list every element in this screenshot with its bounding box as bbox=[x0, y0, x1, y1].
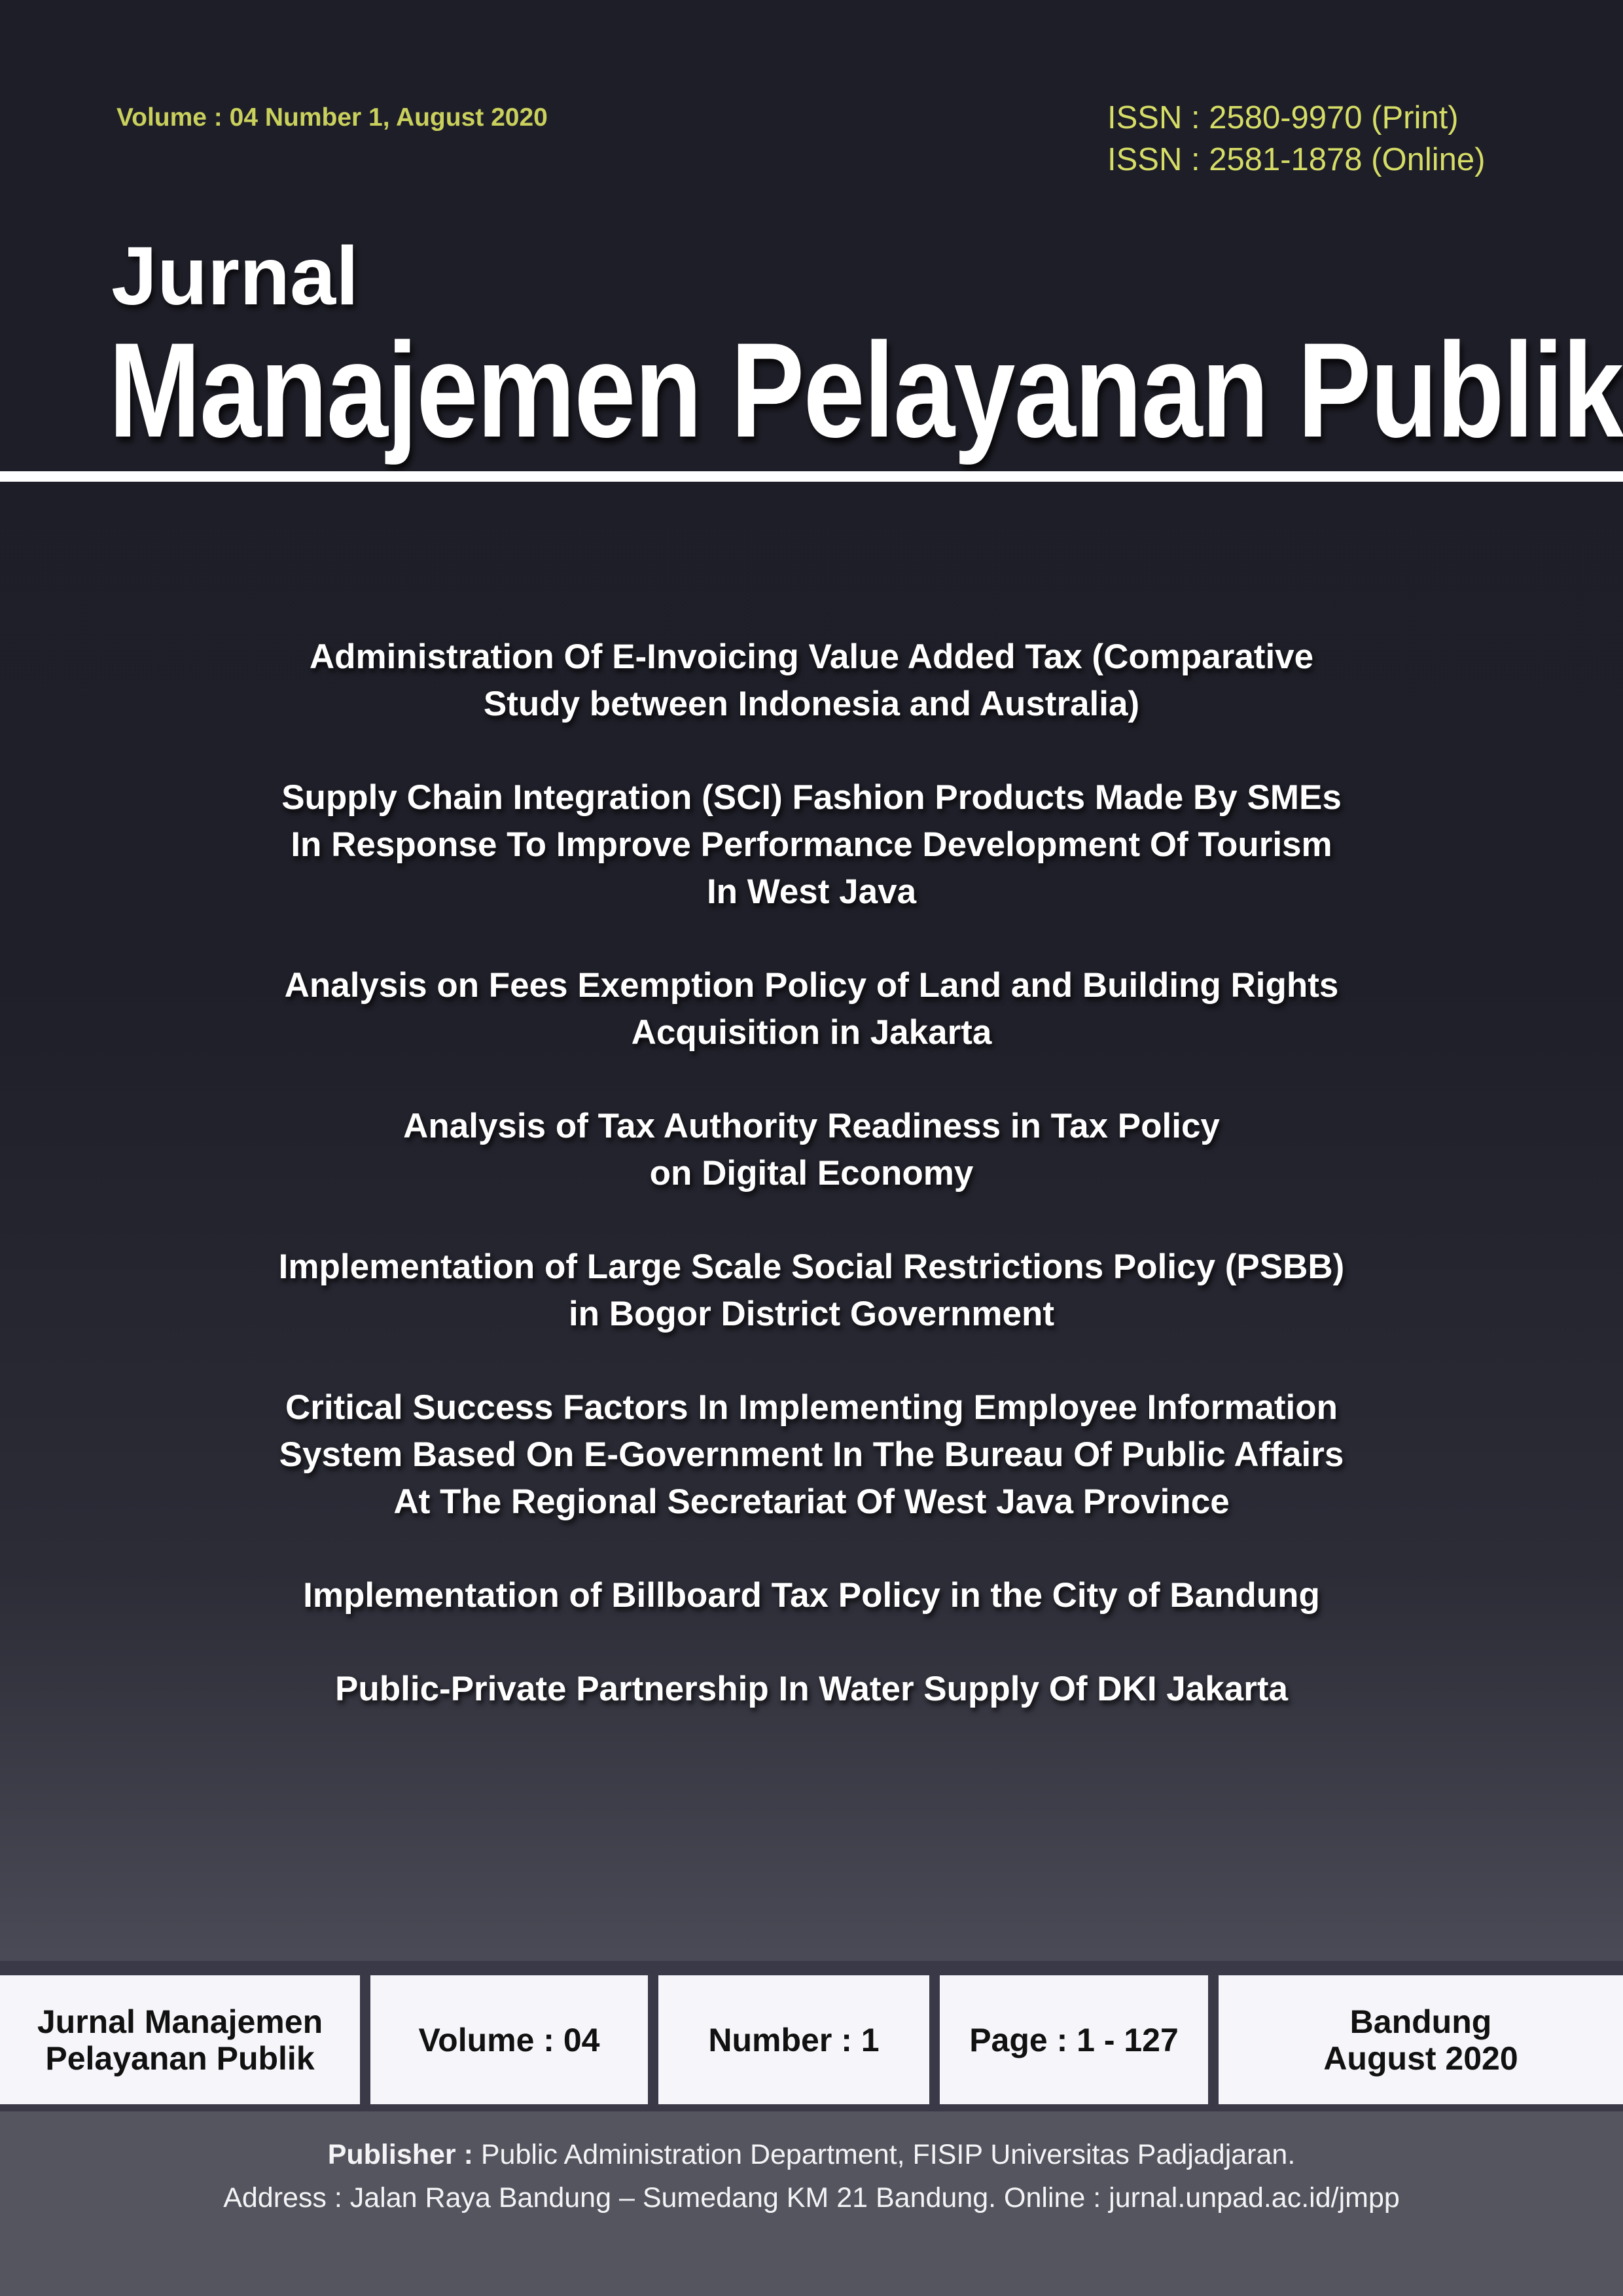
article-title: Analysis of Tax Authority Readiness in Tax Policy on Digital Economy bbox=[403, 1107, 1220, 1193]
article-title: Public-Private Partnership In Water Supply Of DKI Jakarta bbox=[335, 1670, 1288, 1708]
header-divider bbox=[0, 471, 1623, 482]
info-place-date: Bandung August 2020 bbox=[1219, 1975, 1623, 2104]
volume-line: Volume : 04 Number 1, August 2020 bbox=[116, 103, 548, 132]
info-number: Number : 1 bbox=[658, 1975, 929, 2104]
article-title: Implementation of Billboard Tax Policy in the City of Bandung bbox=[303, 1576, 1320, 1615]
article-title: Administration Of E-Invoicing Value Added Tax (Comparative Study between Indonesia and Australia) bbox=[309, 637, 1314, 723]
journal-title: Manajemen Pelayanan Publik bbox=[109, 315, 1623, 465]
article-title: Implementation of Large Scale Social Restrictions Policy (PSBB) in Bogor District Government bbox=[278, 1247, 1345, 1333]
info-journal-name: Jurnal Manajemen Pelayanan Publik bbox=[0, 1975, 360, 2104]
info-volume: Volume : 04 bbox=[370, 1975, 648, 2104]
article-list bbox=[157, 634, 1466, 1759]
info-pages: Page : 1 - 127 bbox=[940, 1975, 1208, 2104]
article-title: Critical Success Factors In Implementing Employee Information System Based On E-Government In The Bureau Of Public Affairs At The Regional Secretariat Of West Java Province bbox=[279, 1388, 1344, 1521]
issn-print: ISSN : 2580-9970 (Print) bbox=[1107, 100, 1459, 135]
publisher-label: Publisher : bbox=[327, 2139, 473, 2170]
address-line: Address : Jalan Raya Bandung – Sumedang KM 21 Bandung. Online : jurnal.unpad.ac.id/jmpp bbox=[223, 2182, 1400, 2214]
journal-word: Jurnal bbox=[111, 230, 359, 322]
publisher-value: Public Administration Department, FISIP Universitas Padjadjaran. bbox=[473, 2139, 1296, 2170]
article-title: Analysis on Fees Exemption Policy of Land and Building Rights Acquisition in Jakarta bbox=[284, 966, 1339, 1052]
issue-info-strip bbox=[0, 1961, 1623, 2111]
issn-online: ISSN : 2581-1878 (Online) bbox=[1107, 142, 1486, 177]
issn-block bbox=[1107, 97, 1485, 181]
article-title: Supply Chain Integration (SCI) Fashion Products Made By SMEs In Response To Improve Performance Development Of Tourism In West Java bbox=[281, 778, 1342, 911]
publisher-line bbox=[0, 2135, 1623, 2174]
